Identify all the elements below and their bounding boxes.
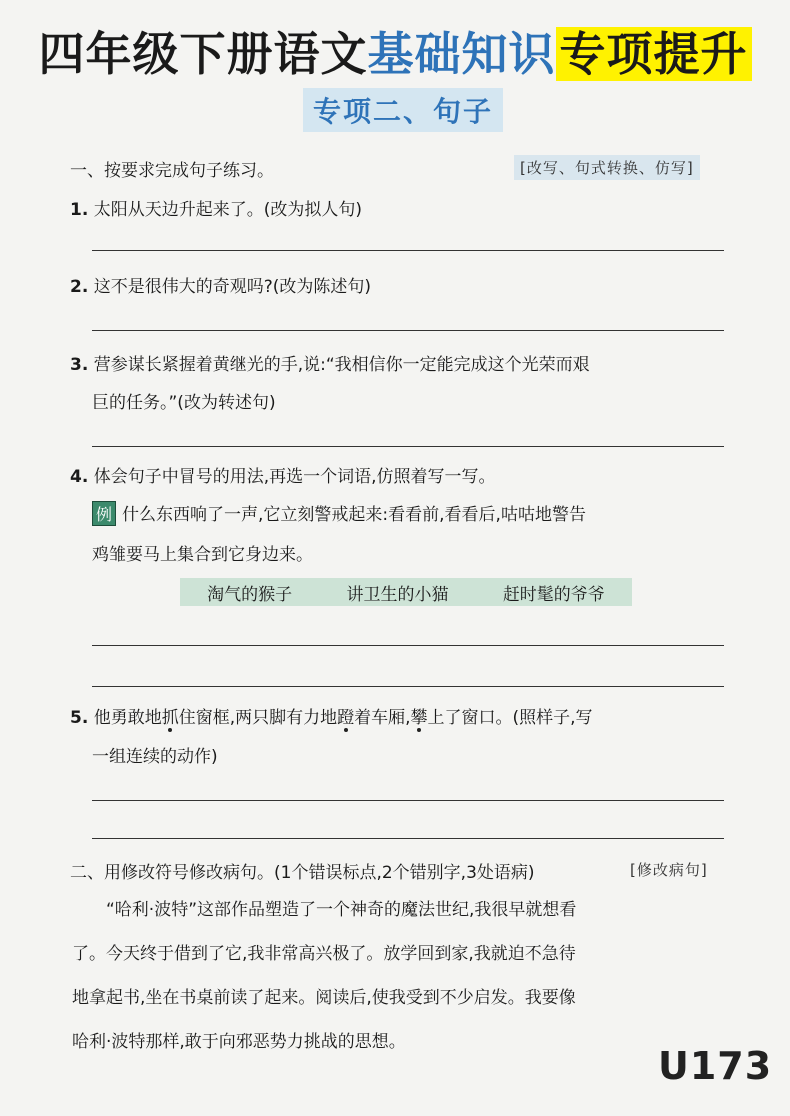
question-5-number: 5. [70, 708, 89, 728]
page-title [0, 18, 790, 84]
question-1-text: 太阳从天边升起来了。(改为拟人句) [93, 200, 362, 220]
answer-line-3[interactable] [92, 446, 724, 447]
answer-line-4a[interactable] [92, 645, 724, 646]
section2-heading: 二、用修改符号修改病句。(1个错误标点,2个错别字,3处语病) [70, 863, 535, 883]
emphasis-char: 蹬 [337, 708, 355, 728]
para-line[interactable]: 地拿起书,坐在书桌前读了起来。阅读后,使我受到不少启发。我要像 [72, 988, 576, 1008]
option-word[interactable]: 讲卫生的小猫 [346, 584, 449, 605]
emphasis-char: 抓 [161, 708, 179, 728]
section2-tag: [修改病句] [630, 861, 708, 879]
question-5-line1 [70, 703, 593, 728]
question-3-number: 3. [70, 355, 89, 375]
answer-line-5b[interactable] [92, 838, 724, 839]
emphasis-char: 攀 [410, 708, 428, 728]
example-badge: 例 [92, 501, 116, 526]
question-4 [70, 462, 496, 487]
example-text-2: 鸡雏要马上集合到它身边来。 [92, 545, 313, 565]
question-5-text-2: 一组连续的动作) [92, 747, 218, 767]
sick-sentence-paragraph [72, 888, 732, 1064]
question-3-line1 [70, 350, 590, 375]
answer-line-2[interactable] [92, 330, 724, 331]
example-text-1: 什么东西响了一声,它立刻警戒起来:看看前,看看后,咕咕地警告 [122, 505, 586, 525]
section1-heading: 一、按要求完成句子练习。 [70, 161, 274, 181]
answer-line-1[interactable] [92, 250, 724, 251]
word-options [180, 578, 632, 606]
example-line-1 [92, 500, 586, 526]
question-5-text: 上了窗口。(照样子,写 [427, 708, 593, 728]
question-5-text: 他勇敢地 [93, 708, 162, 728]
question-3-text-2: 巨的任务。”(改为转述句) [92, 393, 276, 413]
question-1-number: 1. [70, 200, 89, 220]
answer-line-5a[interactable] [92, 800, 724, 801]
question-3-text-1: 营参谋长紧握着黄继光的手,说:“我相信你一定能完成这个光荣而艰 [93, 355, 590, 375]
question-4-number: 4. [70, 467, 89, 487]
answer-line-4b[interactable] [92, 686, 724, 687]
para-line[interactable]: “哈利·波特”这部作品塑造了一个神奇的魔法世纪,我很早就想看 [106, 900, 577, 920]
question-5-text: 住窗框,两只脚有力地 [178, 708, 338, 728]
question-1 [70, 195, 362, 220]
section1-tag: [改写、句式转换、仿写] [514, 155, 700, 180]
para-line[interactable]: 了。今天终于借到了它,我非常高兴极了。放学回到家,我就迫不急待 [72, 944, 576, 964]
option-word[interactable]: 赶时髦的爷爷 [502, 584, 605, 605]
question-4-text: 体会句子中冒号的用法,再选一个词语,仿照着写一写。 [93, 467, 496, 487]
section-subtitle: 专项二、句子 [303, 88, 503, 132]
option-word[interactable]: 淘气的猴子 [207, 584, 293, 605]
question-2-text: 这不是很伟大的奇观吗?(改为陈述句) [93, 277, 371, 297]
page-code: U173 [658, 1044, 773, 1088]
question-2-number: 2. [70, 277, 89, 297]
question-5-text: 着车厢, [354, 708, 411, 728]
title-black: 四年级下册语文 [38, 27, 368, 81]
question-2 [70, 272, 371, 297]
title-highlight: 专项提升 [556, 27, 752, 81]
title-blue: 基础知识 [367, 27, 556, 81]
para-line[interactable]: 哈利·波特那样,敢于向邪恶势力挑战的思想。 [72, 1032, 406, 1052]
